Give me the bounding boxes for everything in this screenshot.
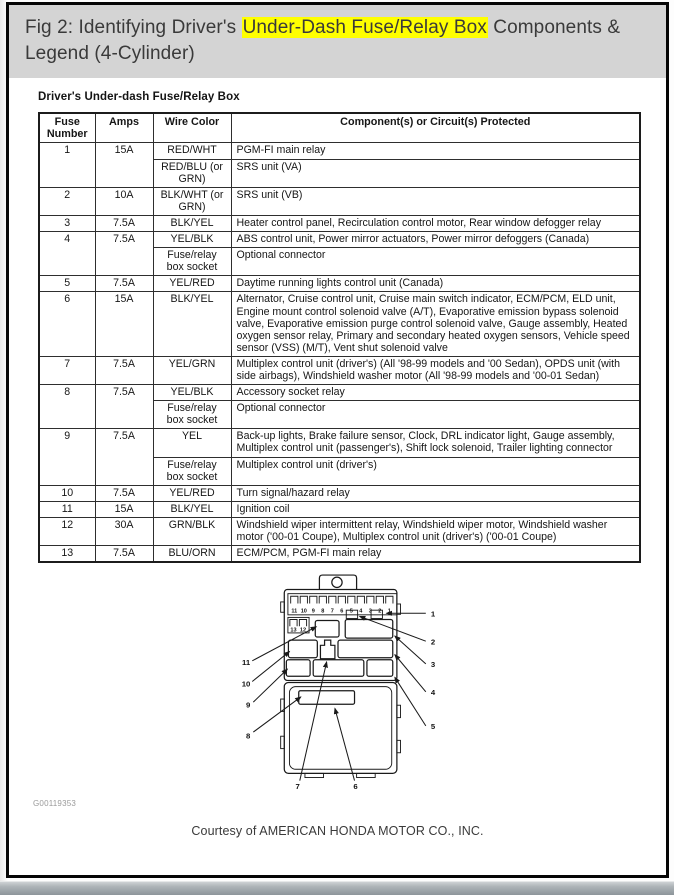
- fuse-table-row: [39, 517, 640, 545]
- callout-label-7: 7: [295, 782, 300, 792]
- wire-color-cell: BLK/YEL: [153, 501, 231, 517]
- mounting-hole: [331, 577, 341, 587]
- document-page: [6, 2, 669, 878]
- leader-9: [253, 669, 287, 702]
- fuse-slot: [366, 596, 373, 603]
- fuse-number-cell: 8: [39, 385, 95, 429]
- component-cell: Optional connector: [231, 401, 640, 429]
- relay-row1-right: [345, 620, 393, 639]
- amps-cell: 7.5A: [95, 276, 153, 292]
- fuse-slot-number: 11: [290, 608, 297, 615]
- fuse-table-row: [39, 429, 640, 457]
- leader-8: [253, 697, 301, 732]
- fuse-slot: [347, 596, 354, 603]
- component-cell: ECM/PCM, PGM-FI main relay: [231, 546, 640, 563]
- amps-cell: 7.5A: [95, 485, 153, 501]
- fuse-table: [38, 112, 641, 563]
- horizontal-scrollbar[interactable]: [0, 881, 674, 895]
- fuse-slot-number: 3: [368, 608, 372, 615]
- fuse-slot: [328, 596, 335, 603]
- wire-color-cell: YEL/BLK: [153, 385, 231, 401]
- fuse-table-row: [39, 276, 640, 292]
- fuse-table-row: [39, 215, 640, 231]
- fuse-table-row: [39, 485, 640, 501]
- component-cell: Heater control panel, Recirculation control motor, Rear window defogger relay: [231, 215, 640, 231]
- courtesy-line: Courtesy of AMERICAN HONDA MOTOR CO., INC.: [191, 824, 484, 839]
- fusebox-diagram: [214, 573, 462, 792]
- relay-row3-mid: [313, 660, 364, 677]
- component-cell: PGM-FI main relay: [231, 143, 640, 159]
- fuse-slot-number: 1: [387, 608, 391, 615]
- lower-connector-slot: [298, 691, 354, 704]
- callout-label-8: 8: [245, 731, 250, 741]
- side-fuse-slots: [289, 620, 306, 634]
- fuse-slot: [309, 596, 316, 603]
- fuse-number-cell: 1: [39, 143, 95, 187]
- fuse-slot-number: 5: [349, 608, 353, 615]
- amps-cell: 15A: [95, 143, 153, 187]
- amps-cell: 7.5A: [95, 385, 153, 429]
- relay-row2-left: [288, 640, 317, 658]
- wire-color-cell: YEL/BLK: [153, 232, 231, 248]
- fuse-slot: [319, 596, 326, 603]
- callout-label-11: 11: [241, 658, 250, 668]
- fuse-table-row: [39, 292, 640, 356]
- fuse-table-body: [39, 143, 640, 562]
- fuse-slot-number: 10: [300, 608, 307, 615]
- component-cell: Optional connector: [231, 248, 640, 276]
- caption-highlighted-term: Under-Dash Fuse/Relay Box: [242, 17, 487, 38]
- col-header-wire-color: Wire Color: [153, 113, 231, 143]
- fuse-number-cell: 9: [39, 429, 95, 485]
- leader-7: [299, 662, 326, 781]
- wire-color-cell: YEL/RED: [153, 485, 231, 501]
- fuse-slot-number: 8: [320, 608, 324, 615]
- wire-color-cell: BLU/ORN: [153, 546, 231, 563]
- fuse-number-cell: 6: [39, 292, 95, 356]
- fuse-slot-number: 4: [358, 608, 362, 615]
- fuse-number-cell: 13: [39, 546, 95, 563]
- component-cell: Accessory socket relay: [231, 385, 640, 401]
- component-cell: Ignition coil: [231, 501, 640, 517]
- amps-cell: 7.5A: [95, 215, 153, 231]
- wire-color-cell: Fuse/relay box socket: [153, 248, 231, 276]
- fuse-slot-number: 7: [330, 608, 334, 615]
- fuse-slot: [385, 596, 392, 603]
- amps-cell: 7.5A: [95, 232, 153, 276]
- wire-color-cell: BLK/WHT (or GRN): [153, 187, 231, 215]
- fuse-table-row: [39, 501, 640, 517]
- relay-row2-right: [338, 640, 393, 658]
- callout-label-10: 10: [241, 679, 250, 689]
- wire-color-cell: YEL: [153, 429, 231, 457]
- wire-color-cell: BLK/YEL: [153, 292, 231, 356]
- wire-color-cell: BLK/YEL: [153, 215, 231, 231]
- wire-color-cell: RED/WHT: [153, 143, 231, 159]
- callout-label-3: 3: [430, 660, 435, 670]
- amps-cell: 15A: [95, 501, 153, 517]
- fuse-number-cell: 7: [39, 356, 95, 384]
- wire-color-cell: Fuse/relay box socket: [153, 401, 231, 429]
- fuse-table-row: [39, 546, 640, 563]
- callout-label-5: 5: [430, 722, 435, 732]
- figure-id: G00119353: [33, 799, 77, 809]
- fuse-slot: [299, 620, 306, 627]
- fuse-number-cell: 3: [39, 215, 95, 231]
- leader-6: [334, 709, 354, 781]
- component-cell: Windshield wiper intermittent relay, Windshield wiper motor, Windshield washer motor ('00-01 Coupe), Multiplex control unit (driver's) ('00-01 Coupe): [231, 517, 640, 545]
- component-cell: Back-up lights, Brake failure sensor, Clock, DRL indicator light, Gauge assembly, Multiplex control unit (passenger's), Shift lock solenoid, Trailer lighting connector: [231, 429, 640, 457]
- fuse-number-cell: 10: [39, 485, 95, 501]
- fuse-slot: [376, 596, 383, 603]
- callout-label-9: 9: [245, 700, 250, 710]
- relay-row2-notched: [320, 640, 334, 659]
- fuse-number-cell: 12: [39, 517, 95, 545]
- component-cell: Alternator, Cruise control unit, Cruise main switch indicator, ECM/PCM, ELD unit, Engine mount control solenoid valve (A/T), Evaporative emission bypass solenoid valve, Evaporative emission purge control solenoid valve, Gauge assembly, Heated oxygen sensor relay, Primary and secondary heated oxygen sensors, Vehicle speed sensor (VSS) (M/T), Vent shut solenoid valve: [231, 292, 640, 356]
- fuse-table-row: [39, 143, 640, 159]
- relay-row3-left: [286, 660, 310, 677]
- caption-text-before: Fig 2: Identifying Driver's: [25, 17, 242, 38]
- callout-label-6: 6: [352, 782, 358, 792]
- amps-cell: 10A: [95, 187, 153, 215]
- top-fuse-slots: [290, 596, 392, 614]
- col-header-fuse-number: Fuse Number: [39, 113, 95, 143]
- fuse-number-cell: 4: [39, 232, 95, 276]
- fuse-number-cell: 5: [39, 276, 95, 292]
- table-title: Driver's Under-dash Fuse/Relay Box: [38, 91, 240, 104]
- component-cell: Multiplex control unit (driver's): [231, 457, 640, 485]
- caption-text-after: Components & Legend (4-Cylinder): [25, 17, 621, 64]
- figure-caption: [9, 5, 666, 78]
- callout-label-2: 2: [430, 637, 435, 647]
- component-cell: ABS control unit, Power mirror actuators, Power mirror defoggers (Canada): [231, 232, 640, 248]
- component-cell: Turn signal/hazard relay: [231, 485, 640, 501]
- wire-color-cell: YEL/RED: [153, 276, 231, 292]
- fuse-slot-number: 6: [339, 608, 343, 615]
- component-cell: Daytime running lights control unit (Canada): [231, 276, 640, 292]
- fuse-slot: [357, 596, 364, 603]
- col-header-amps: Amps: [95, 113, 153, 143]
- fuse-slot-number: 12: [299, 627, 306, 634]
- amps-cell: 30A: [95, 517, 153, 545]
- fuse-slot-number: 13: [289, 627, 297, 634]
- fuse-slot: [338, 596, 345, 603]
- fuse-slot: [300, 596, 307, 603]
- fuse-table-row: [39, 356, 640, 384]
- wire-color-cell: Fuse/relay box socket: [153, 457, 231, 485]
- callout-label-4: 4: [430, 688, 435, 698]
- document-content: [9, 91, 666, 838]
- col-header-component: Component(s) or Circuit(s) Protected: [231, 113, 640, 143]
- fuse-slot: [290, 596, 297, 603]
- amps-cell: 7.5A: [95, 356, 153, 384]
- amps-cell: 7.5A: [95, 429, 153, 485]
- fuse-slot: [289, 620, 296, 627]
- table-header-row: [39, 113, 640, 143]
- leader-5: [394, 678, 425, 727]
- relay-row1-left: [315, 621, 339, 638]
- component-cell: Multiplex control unit (driver's) (All '98-99 models and '00 Sedan), OPDS unit (with side airbags), Windshield washer motor (All '98-99 models and '00-01 Sedan): [231, 356, 640, 384]
- fuse-slot-number: 2: [377, 608, 381, 615]
- component-cell: SRS unit (VA): [231, 159, 640, 187]
- callout-label-1: 1: [430, 609, 435, 619]
- relay-row3-right: [366, 660, 392, 677]
- fuse-number-cell: 11: [39, 501, 95, 517]
- fuse-table-row: [39, 187, 640, 215]
- fuse-number-cell: 2: [39, 187, 95, 215]
- amps-cell: 7.5A: [95, 546, 153, 563]
- fusebox-diagram-container: [9, 573, 666, 797]
- fuse-table-row: [39, 385, 640, 401]
- fuse-table-row: [39, 232, 640, 248]
- fuse-slot-number: 9: [311, 608, 315, 615]
- wire-color-cell: YEL/GRN: [153, 356, 231, 384]
- component-cell: SRS unit (VB): [231, 187, 640, 215]
- amps-cell: 15A: [95, 292, 153, 356]
- wire-color-cell: RED/BLU (or GRN): [153, 159, 231, 187]
- wire-color-cell: GRN/BLK: [153, 517, 231, 545]
